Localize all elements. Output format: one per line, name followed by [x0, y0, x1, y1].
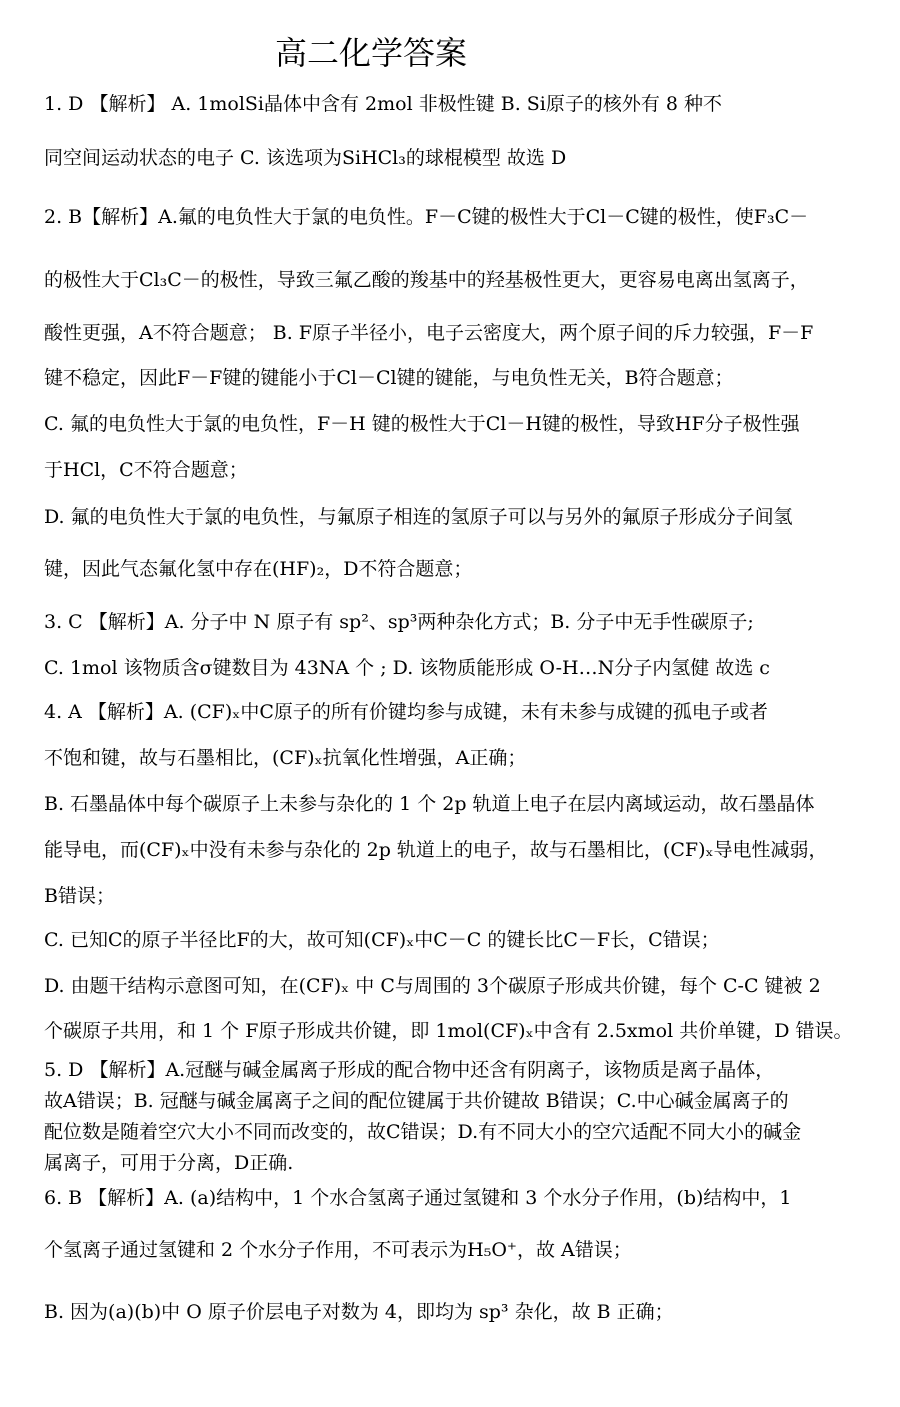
answer-line-4-7: D. 由题干结构示意图可知，在(CF)ₓ 中 C与周围的 3个碳原子形成共价键，每个 C-C 键被 2: [44, 975, 821, 997]
answer-line-3-1: 3. C 【解析】A. 分子中 N 原子有 sp²、sp³两种杂化方式；B. 分子中无手性碳原子;: [44, 611, 754, 633]
answer-line-6-1: 6. B 【解析】A. (a)结构中，1 个水合氢离子通过氢键和 3 个水分子作用，(b)结构中，1: [44, 1187, 792, 1209]
answer-line-2-8: 键，因此气态氟化氢中存在(HF)₂，D不符合题意；: [44, 558, 473, 580]
answer-line-3-2: C. 1mol 该物质含σ键数目为 43NA 个 ; D. 该物质能形成 O-H…N分子内氢健 故选 c: [44, 657, 770, 679]
answer-line-2-6: 于HCl，C不符合题意；: [44, 459, 248, 481]
answer-line-4-3: B. 石墨晶体中每个碳原子上未参与杂化的 1 个 2p 轨道上电子在层内离域运动，故石墨晶体: [44, 793, 815, 815]
answer-line-6-2: 个氢离子通过氢键和 2 个水分子作用，不可表示为H₅O⁺，故 A错误；: [44, 1239, 632, 1261]
answer-line-2-4: 键不稳定，因此F－F键的键能小于Cl－Cl键的键能，与电负性无关，B符合题意；: [44, 367, 734, 389]
answer-line-2-3: 酸性更强，A不符合题意； B. F原子半径小，电子云密度大，两个原子间的斥力较强，F－F: [44, 322, 814, 344]
answer-line-5-4: 属离子，可用于分离，D正确.: [44, 1152, 294, 1174]
page-title: 高二化学答案: [275, 34, 468, 72]
answer-line-4-8: 个碳原子共用，和 1 个 F原子形成共价键，即 1mol(CF)ₓ中含有 2.5xmol 共价单键，D 错误。: [44, 1020, 853, 1042]
answer-line-4-2: 不饱和键，故与石墨相比，(CF)ₓ抗氧化性增强，A正确；: [44, 747, 527, 769]
answer-line-5-1: 5. D 【解析】A.冠醚与碱金属离子形成的配合物中还含有阴离子，该物质是离子晶体，: [44, 1059, 775, 1081]
answer-line-5-2: 故A错误；B. 冠醚与碱金属离子之间的配位键属于共价键故 B错误；C.中心碱金属离子的: [44, 1090, 789, 1112]
answer-line-4-1: 4. A 【解析】A. (CF)ₓ中C原子的所有价键均参与成键，未有未参与成键的孤电子或者: [44, 701, 768, 723]
answer-line-4-5: B错误；: [44, 885, 115, 907]
answer-line-2-7: D. 氟的电负性大于氯的电负性，与氟原子相连的氢原子可以与另外的氟原子形成分子间氢: [44, 506, 793, 528]
answer-line-4-6: C. 已知C的原子半径比F的大，故可知(CF)ₓ中C－C 的键长比C－F长，C错误；: [44, 929, 720, 951]
answer-line-1-2: 同空间运动状态的电子 C. 该选项为SiHCl₃的球棍模型 故选 D: [44, 147, 567, 169]
answer-line-1-1: 1. D 【解析】 A. 1molSi晶体中含有 2mol 非极性键 B. Si原子的核外有 8 种不: [44, 93, 723, 115]
answer-line-6-3: B. 因为(a)(b)中 O 原子价层电子对数为 4，即均为 sp³ 杂化，故 B 正确；: [44, 1301, 674, 1323]
answer-line-5-3: 配位数是随着空穴大小不同而改变的，故C错误；D.有不同大小的空穴适配不同大小的碱金: [44, 1121, 802, 1143]
answer-line-4-4: 能导电，而(CF)ₓ中没有未参与杂化的 2p 轨道上的电子，故与石墨相比，(CF)ₓ导电性减弱，: [44, 839, 828, 861]
answer-line-2-2: 的极性大于Cl₃C－的极性，导致三氟乙酸的羧基中的羟基极性更大，更容易电离出氢离子，: [44, 269, 809, 291]
answer-line-2-1: 2. B【解析】A.氟的电负性大于氯的电负性。F－C键的极性大于Cl－C键的极性，使F₃C－: [44, 206, 809, 228]
answer-line-2-5: C. 氟的电负性大于氯的电负性，F－H 键的极性大于Cl－H键的极性，导致HF分子极性强: [44, 413, 800, 435]
